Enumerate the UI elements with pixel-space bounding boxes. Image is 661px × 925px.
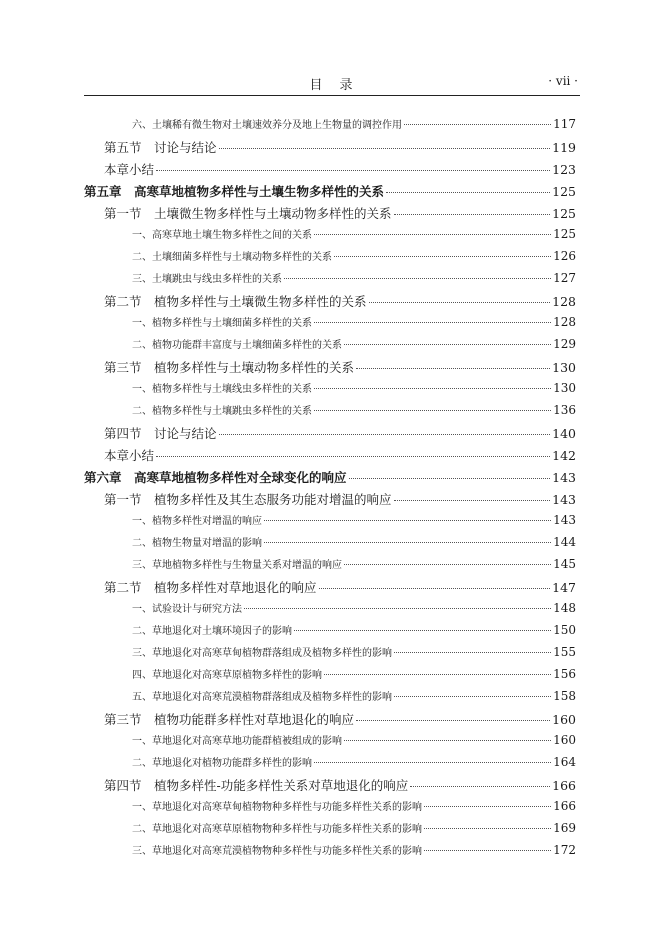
toc-subsection: [84, 644, 576, 666]
toc-entry-title: 二、土壤细菌多样性与土壤动物多样性的关系: [132, 252, 332, 263]
toc-entry-title: 二、草地退化对土壤环境因子的影响: [132, 626, 292, 637]
toc-section: [84, 578, 576, 600]
toc-subsection: [84, 226, 576, 248]
toc-entry-page: 169: [553, 821, 576, 835]
dot-leader: [219, 434, 551, 435]
toc-entry-page: 126: [553, 249, 576, 263]
toc-entry-title: 第四节 讨论与结论: [104, 426, 217, 441]
toc-entry-title: 本章小结: [104, 448, 155, 463]
toc-entry-page: 160: [552, 712, 576, 727]
dot-leader: [156, 170, 550, 171]
toc-section: [84, 446, 576, 468]
toc-subsection: [84, 270, 576, 292]
toc-subsection: [84, 314, 576, 336]
header-title: 目 录: [309, 78, 355, 93]
toc-entry-title: 一、植物多样性对增温的响应: [132, 516, 262, 527]
toc-section: [84, 358, 576, 380]
dot-leader: [344, 564, 551, 565]
dot-leader: [394, 696, 551, 697]
toc-entry-title: 一、试验设计与研究方法: [132, 604, 242, 615]
toc-entry-title: 六、土壤稀有微生物对土壤速效养分及地上生物量的调控作用: [132, 120, 402, 131]
dot-leader: [264, 542, 551, 543]
toc-entry-title: 第六章 高寒草地植物多样性对全球变化的响应: [84, 470, 347, 485]
toc-entry-page: 129: [553, 337, 576, 351]
toc-subsection: [84, 754, 576, 776]
toc-entry-title: 二、草地退化对植物功能群多样性的影响: [132, 758, 312, 769]
toc-entry-title: 第一节 土壤微生物多样性与土壤动物多样性的关系: [104, 206, 392, 221]
toc-subsection: [84, 600, 576, 622]
toc-section: [84, 776, 576, 798]
running-header: [84, 72, 580, 94]
toc-subsection: [84, 512, 576, 534]
table-of-contents: [84, 116, 576, 864]
toc-entry-page: 172: [553, 843, 576, 857]
toc-section: [84, 490, 576, 512]
dot-leader: [344, 344, 551, 345]
dot-leader: [334, 256, 551, 257]
toc-entry-page: 140: [552, 426, 576, 441]
toc-entry-title: 本章小结: [104, 162, 155, 177]
toc-entry-title: 第二节 植物多样性与土壤微生物多样性的关系: [104, 294, 367, 309]
toc-entry-title: 第三节 植物多样性与土壤动物多样性的关系: [104, 360, 355, 375]
toc-entry-page: 147: [552, 580, 576, 595]
toc-subsection: [84, 622, 576, 644]
toc-entry-page: 117: [553, 117, 576, 131]
toc-entry-title: 五、草地退化对高寒荒漠植物群落组成及植物多样性的影响: [132, 692, 392, 703]
toc-entry-page: 143: [552, 492, 576, 507]
dot-leader: [324, 674, 551, 675]
toc-entry-page: 130: [552, 360, 576, 375]
toc-entry-title: 一、草地退化对高寒草地功能群植被组成的影响: [132, 736, 342, 747]
dot-leader: [410, 786, 550, 787]
toc-section: [84, 424, 576, 446]
dot-leader: [424, 828, 551, 829]
toc-entry-title: 第五节 讨论与结论: [104, 140, 217, 155]
toc-entry-title: 三、草地植物多样性与生物量关系对增温的响应: [132, 560, 342, 571]
header-page-number: · vii ·: [548, 74, 578, 88]
toc-entry-page: 142: [552, 448, 576, 463]
toc-subsection: [84, 842, 576, 864]
toc-chapter: [84, 468, 576, 490]
toc-entry-title: 第五章 高寒草地植物多样性与土壤生物多样性的关系: [84, 184, 385, 199]
toc-subsection: [84, 248, 576, 270]
toc-entry-title: 第四节 植物多样性-功能多样性关系对草地退化的响应: [104, 778, 409, 793]
toc-entry-page: 125: [553, 227, 576, 241]
toc-entry-page: 130: [553, 381, 576, 395]
toc-subsection: [84, 336, 576, 358]
toc-entry-title: 第二节 植物多样性对草地退化的响应: [104, 580, 317, 595]
dot-leader: [244, 608, 551, 609]
toc-entry-page: 125: [552, 206, 576, 221]
toc-entry-page: 128: [553, 315, 576, 329]
toc-entry-page: 125: [552, 184, 576, 199]
dot-leader: [386, 192, 550, 193]
dot-leader: [314, 762, 551, 763]
toc-entry-page: 164: [553, 755, 576, 769]
toc-entry-title: 三、土壤跳虫与线虫多样性的关系: [132, 274, 282, 285]
toc-section: [84, 292, 576, 314]
dot-leader: [314, 322, 551, 323]
toc-subsection: [84, 556, 576, 578]
dot-leader: [294, 630, 551, 631]
toc-subsection: [84, 820, 576, 842]
dot-leader: [314, 234, 551, 235]
toc-entry-title: 一、植物多样性与土壤线虫多样性的关系: [132, 384, 312, 395]
toc-entry-page: 150: [553, 623, 576, 637]
dot-leader: [369, 302, 551, 303]
dot-leader: [264, 520, 551, 521]
dot-leader: [356, 368, 550, 369]
toc-entry-title: 一、植物多样性与土壤细菌多样性的关系: [132, 318, 312, 329]
toc-entry-title: 三、草地退化对高寒荒漠植物物种多样性与功能多样性关系的影响: [132, 846, 422, 857]
toc-subsection: [84, 688, 576, 710]
toc-entry-title: 第一节 植物多样性及其生态服务功能对增温的响应: [104, 492, 392, 507]
dot-leader: [394, 214, 551, 215]
toc-entry-page: 145: [553, 557, 576, 571]
dot-leader: [404, 124, 551, 125]
toc-section: [84, 204, 576, 226]
toc-entry-page: 128: [552, 294, 576, 309]
toc-subsection: [84, 666, 576, 688]
toc-subsection: [84, 402, 576, 424]
dot-leader: [394, 500, 551, 501]
dot-leader: [314, 388, 551, 389]
toc-entry-page: 160: [553, 733, 576, 747]
toc-entry-title: 二、植物生物量对增温的影响: [132, 538, 262, 549]
toc-subsection: [84, 798, 576, 820]
dot-leader: [314, 410, 551, 411]
toc-entry-title: 第三节 植物功能群多样性对草地退化的响应: [104, 712, 355, 727]
toc-entry-page: 166: [553, 799, 576, 813]
toc-subsection: [84, 116, 576, 138]
toc-entry-page: 136: [553, 403, 576, 417]
toc-section: [84, 710, 576, 732]
dot-leader: [319, 588, 551, 589]
dot-leader: [219, 148, 551, 149]
toc-entry-title: 二、植物多样性与土壤跳虫多样性的关系: [132, 406, 312, 417]
toc-entry-title: 二、植物功能群丰富度与土壤细菌多样性的关系: [132, 340, 342, 351]
toc-entry-page: 148: [553, 601, 576, 615]
dot-leader: [424, 806, 551, 807]
toc-entry-page: 123: [552, 162, 576, 177]
toc-subsection: [84, 732, 576, 754]
toc-entry-page: 143: [552, 470, 576, 485]
toc-chapter: [84, 182, 576, 204]
dot-leader: [344, 740, 551, 741]
toc-entry-page: 156: [553, 667, 576, 681]
toc-entry-page: 143: [553, 513, 576, 527]
toc-entry-title: 一、高寒草地土壤生物多样性之间的关系: [132, 230, 312, 241]
toc-subsection: [84, 380, 576, 402]
toc-entry-page: 127: [553, 271, 576, 285]
toc-entry-page: 158: [553, 689, 576, 703]
toc-entry-title: 二、草地退化对高寒草原植物物种多样性与功能多样性关系的影响: [132, 824, 422, 835]
toc-entry-page: 155: [553, 645, 576, 659]
dot-leader: [356, 720, 550, 721]
dot-leader: [349, 478, 551, 479]
dot-leader: [394, 652, 551, 653]
toc-entry-page: 119: [552, 140, 576, 155]
dot-leader: [424, 850, 551, 851]
dot-leader: [284, 278, 551, 279]
toc-subsection: [84, 534, 576, 556]
toc-entry-title: 三、草地退化对高寒草甸植物群落组成及植物多样性的影响: [132, 648, 392, 659]
toc-entry-title: 四、草地退化对高寒草原植物多样性的影响: [132, 670, 322, 681]
dot-leader: [156, 456, 550, 457]
toc-section: [84, 138, 576, 160]
toc-entry-title: 一、草地退化对高寒草甸植物物种多样性与功能多样性关系的影响: [132, 802, 422, 813]
toc-section: [84, 160, 576, 182]
toc-entry-page: 166: [552, 778, 576, 793]
toc-entry-page: 144: [553, 535, 576, 549]
header-rule: [84, 95, 580, 96]
